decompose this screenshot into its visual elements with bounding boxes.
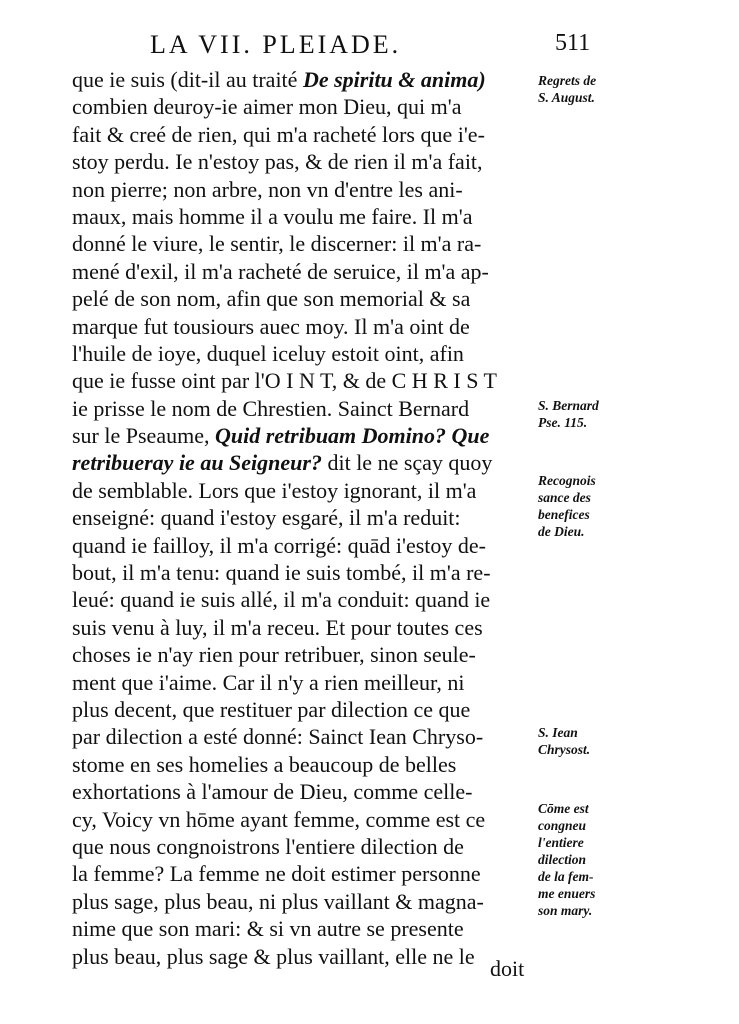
- catchword: doit: [490, 956, 525, 981]
- marginal-note-line: Chrysost.: [538, 742, 591, 757]
- marginal-note-line: Recognois: [538, 473, 596, 488]
- marginal-note-line: de la fem-: [538, 869, 594, 884]
- text-line: plus decent, que restituer par dilection ce que: [72, 696, 471, 722]
- text-line: mené d'exil, il m'a racheté de seruice, il m'a ap-: [72, 258, 489, 284]
- marginal-note-line: dilection: [538, 852, 586, 867]
- marginal-note-line: S. Bernard: [538, 398, 599, 413]
- text-line: cy, Voicy vn hōme ayant femme, comme est ce: [72, 806, 486, 832]
- text-line: ment que i'aime. Car il n'y a rien meilleur, ni: [72, 669, 465, 695]
- text-line: marque fut tousiours auec moy. Il m'a oint de: [72, 313, 470, 339]
- text-line: ie prisse le nom de Chrestien. Sainct Bernard: [72, 395, 470, 421]
- marginal-note-line: son mary.: [538, 903, 593, 918]
- text-line: la femme? La femme ne doit estimer personne: [72, 861, 481, 887]
- text-line: l'huile de ioye, duquel iceluy estoit oint, afin: [72, 340, 464, 366]
- text-line: stome en ses homelies a beaucoup de belles: [72, 751, 457, 777]
- text-line: enseigné: quand i'estoy esgaré, il m'a reduit:: [72, 505, 461, 531]
- text-line: plus sage, plus beau, ni plus vaillant & magna-: [72, 888, 484, 914]
- text-line: que ie suis (dit-il au traité De spiritu & anima): [72, 67, 486, 92]
- text-line: combien deuroy-ie aimer mon Dieu, qui m'a: [72, 94, 462, 120]
- text-line: sur le Pseaume, Quid retribuam Domino? Que: [72, 423, 490, 449]
- marginal-note-line: de Dieu.: [538, 524, 585, 539]
- main-text-block: [72, 66, 534, 970]
- text-line: non pierre; non arbre, non vn d'entre les ani-: [72, 176, 463, 202]
- text-line: suis venu à luy, il m'a receu. Et pour toutes ces: [72, 614, 483, 640]
- text-line: de semblable. Lors que i'estoy ignorant, il m'a: [72, 477, 477, 503]
- text-line: par dilection a esté donné: Sainct Iean Chryso-: [72, 724, 484, 750]
- marginal-note-line: l'entiere: [538, 835, 584, 850]
- marginal-note: [538, 724, 638, 758]
- marginal-note-line: Psе. 115.: [538, 415, 588, 430]
- text-line: pelé de son nom, afin que son memorial & sa: [72, 286, 471, 312]
- text-line: plus beau, plus sage & plus vaillant, elle ne le: [72, 943, 475, 969]
- text-line: leué: quand ie suis allé, il m'a conduit: quand ie: [72, 587, 491, 613]
- marginal-note-line: S. August.: [538, 90, 595, 105]
- text-line: choses ie n'ay rien pour retribuer, sinon seule-: [72, 642, 476, 668]
- running-title: LA VII. PLEIADE.: [150, 30, 402, 59]
- marginal-note-line: S. Iean: [538, 725, 578, 740]
- marginal-note-line: Regrets de: [538, 73, 597, 88]
- text-line: stoy perdu. Ie n'estoy pas, & de rien il m'a fait,: [72, 149, 483, 175]
- marginal-note: [538, 472, 638, 540]
- marginal-note-line: Cōme est: [538, 801, 589, 816]
- text-line: bout, il m'a tenu: quand ie suis tombé, il m'a re-: [72, 560, 491, 586]
- marginal-note: [538, 397, 638, 431]
- text-line: exhortations à l'amour de Dieu, comme celle-: [72, 779, 473, 805]
- page-number: 511: [555, 30, 591, 56]
- text-line: que nous congnoistrons l'entiere dilection de: [72, 833, 464, 859]
- marginal-note-line: congneu: [538, 818, 587, 833]
- text-line: retribueray ie au Seigneur? dit le ne sçay quoy: [72, 450, 493, 476]
- text-line: que ie fusse oint par l'O I N T, & de C H R I S T: [72, 368, 497, 394]
- marginal-note-line: sance des: [538, 490, 591, 505]
- text-line: quand ie failloy, il m'a corrigé: quād i'estoy de-: [72, 532, 486, 558]
- text-line: donné le viure, le sentir, le discerner: il m'a ra-: [72, 231, 482, 257]
- text-line: fait & creé de rien, qui m'a racheté lors que i'e-: [72, 121, 485, 147]
- text-line: nime que son mari: & si vn autre se presente: [72, 916, 464, 942]
- text-line: maux, mais homme il a voulu me faire. Il m'a: [72, 203, 473, 229]
- marginal-note-line: me enuers: [538, 886, 596, 901]
- marginal-note: [538, 72, 638, 106]
- marginal-note: [538, 800, 638, 919]
- marginal-note-line: benefices: [538, 507, 590, 522]
